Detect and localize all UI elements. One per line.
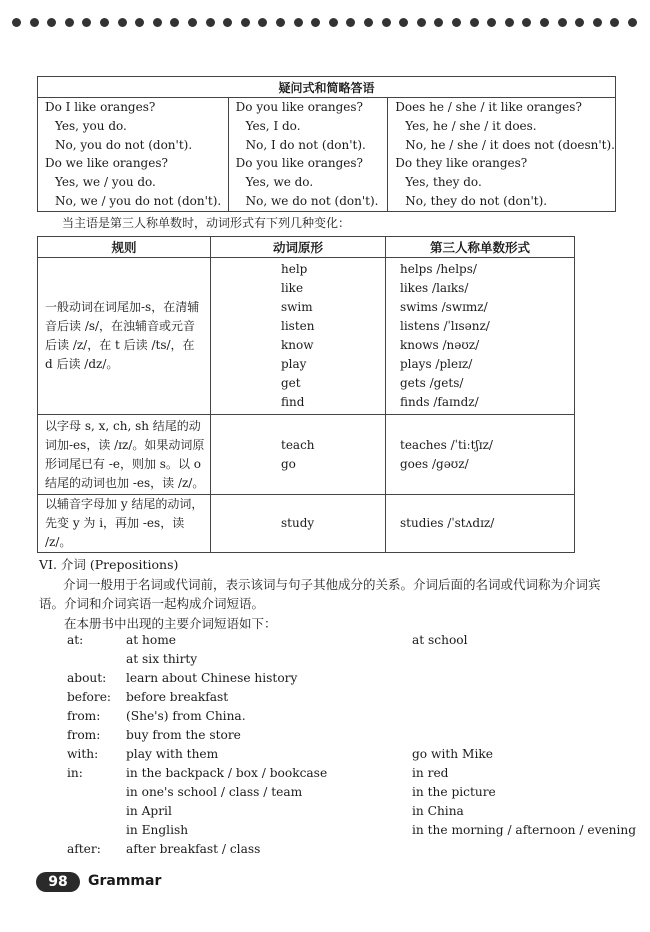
border-dot	[593, 18, 602, 27]
phrase-example: in English	[126, 823, 189, 837]
answer-line: Yes, you do.	[55, 118, 127, 133]
verb-cell	[211, 258, 386, 415]
answer-line: No, you do not (don't).	[55, 137, 193, 152]
question-forms-table	[37, 76, 616, 212]
verb-base: find	[281, 395, 305, 409]
border-dot	[470, 18, 479, 27]
verb-third-person: studies /ˈstʌdɪz/	[400, 516, 495, 530]
border-dot	[522, 18, 531, 27]
border-dot	[118, 18, 127, 27]
table-cell-col2	[228, 98, 388, 212]
border-dot	[399, 18, 408, 27]
border-dot	[188, 18, 197, 27]
phrase-example: buy from the store	[126, 728, 241, 742]
verb-cell	[211, 495, 386, 553]
phrase-example: in one's school / class / team	[126, 785, 303, 799]
column-header-base-form: 动词原形	[211, 237, 386, 258]
page-number: 98	[36, 872, 80, 892]
question-line: Do I like oranges?	[45, 100, 156, 114]
border-dot	[135, 18, 144, 27]
preposition-label: at:	[67, 633, 84, 647]
decorative-dot-border	[12, 18, 648, 30]
verb-third-person: gets /gets/	[400, 376, 464, 390]
border-dot	[329, 18, 338, 27]
answer-line: Yes, he / she / it does.	[405, 118, 537, 133]
border-dot	[12, 18, 21, 27]
table-cell-col1	[38, 98, 229, 212]
section-intro: 在本册书中出现的主要介词短语如下：	[64, 616, 277, 631]
border-dot	[575, 18, 584, 27]
verb-base: know	[281, 338, 314, 352]
border-dot	[311, 18, 320, 27]
phrase-example: learn about Chinese history	[126, 671, 298, 685]
answer-line: Yes, they do.	[405, 175, 482, 190]
rule-cell: 一般动词在词尾加-s，在清辅音后读 /s/，在浊辅音或元音后读 /z/，在 t 后读 /ts/，在 d 后读 /dz/。	[38, 258, 211, 415]
border-dot	[628, 18, 637, 27]
question-line: Do you like oranges?	[235, 100, 363, 114]
phrase-example: at home	[126, 633, 176, 647]
column-header-third-person-form: 第三人称单数形式	[386, 237, 575, 258]
border-dot	[434, 18, 443, 27]
border-dot	[452, 18, 461, 27]
phrase-example: in April	[126, 804, 172, 818]
border-dot	[382, 18, 391, 27]
question-line: Do you like oranges?	[235, 156, 363, 171]
answer-line: No, we / you do not (don't).	[55, 193, 222, 208]
form-cell	[386, 495, 575, 553]
phrase-example: (She's) from China.	[126, 709, 246, 723]
preposition-label: after:	[67, 842, 101, 856]
form-cell	[386, 258, 575, 415]
verb-cell	[211, 415, 386, 495]
verb-third-person: likes /laɪks/	[400, 281, 469, 295]
verb-third-person: helps /helps/	[400, 262, 477, 276]
preposition-label: in:	[67, 766, 83, 780]
answer-line: Yes, we do.	[245, 175, 314, 190]
phrase-example-alt: in red	[412, 766, 449, 780]
border-dot	[346, 18, 355, 27]
phrase-example: play with them	[126, 747, 219, 761]
verb-third-person: knows /nəʊz/	[400, 338, 480, 352]
border-dot	[100, 18, 109, 27]
border-dot	[206, 18, 215, 27]
border-dot	[364, 18, 373, 27]
border-dot	[610, 18, 619, 27]
verb-third-person: finds /faɪndz/	[400, 395, 479, 409]
border-dot	[241, 18, 250, 27]
verb-third-person: goes /gəʊz/	[400, 456, 469, 471]
rule-cell: 以字母 s, x, ch, sh 结尾的动词加-es，读 /ɪz/。如果动词原形词尾已有 -e，则加 s。以 o 结尾的动词也加 -es，读 /z/。	[38, 415, 211, 495]
verb-base: swim	[281, 300, 313, 314]
phrase-example: at six thirty	[126, 652, 198, 666]
border-dot	[294, 18, 303, 27]
border-dot	[153, 18, 162, 27]
phrase-example-alt: go with Mike	[412, 747, 493, 761]
verb-base: get	[281, 376, 301, 390]
section-title: VI. 介词 (Prepositions)	[39, 557, 179, 572]
border-dot	[540, 18, 549, 27]
phrase-example-alt: in the morning / afternoon / evening	[412, 823, 637, 837]
phrase-example-alt: at school	[412, 633, 468, 647]
footer-label: Grammar	[88, 873, 162, 889]
preposition-label: about:	[67, 671, 107, 685]
verb-third-person: listens /ˈlɪsənz/	[400, 319, 490, 333]
form-cell	[386, 415, 575, 495]
question-line: Does he / she / it like oranges?	[395, 100, 582, 114]
verb-base: like	[281, 281, 304, 295]
phrase-example: after breakfast / class	[126, 842, 261, 856]
border-dot	[82, 18, 91, 27]
border-dot	[258, 18, 267, 27]
verb-base: play	[281, 357, 307, 371]
table-header: 疑问式和简略答语	[38, 77, 616, 98]
answer-line: No, they do not (don't).	[405, 193, 548, 208]
verb-base: study	[281, 516, 315, 530]
table-caption: 当主语是第三人称单数时，动词形式有下列几种变化：	[62, 216, 351, 230]
border-dot	[65, 18, 74, 27]
border-dot	[47, 18, 56, 27]
verb-base: listen	[281, 319, 315, 333]
verb-base: go	[281, 456, 296, 471]
preposition-label: with:	[67, 747, 99, 761]
preposition-label: from:	[67, 728, 101, 742]
border-dot	[487, 18, 496, 27]
border-dot	[223, 18, 232, 27]
border-dot	[30, 18, 39, 27]
section-paragraph: 介词一般用于名词或代词前，表示该词与句子其他成分的关系。介词后面的名词或代词称为介词宾语。介词和介词宾语一起构成介词短语。	[39, 577, 601, 611]
preposition-label: from:	[67, 709, 101, 723]
phrase-example: before breakfast	[126, 690, 229, 704]
phrase-example-alt: in the picture	[412, 785, 496, 799]
answer-line: No, I do not (don't).	[245, 137, 366, 152]
verb-third-person: teaches /ˈtiːtʃɪz/	[400, 437, 493, 452]
verb-third-person: plays /pleɪz/	[400, 357, 473, 371]
border-dot	[170, 18, 179, 27]
border-dot	[558, 18, 567, 27]
question-line: Do we like oranges?	[45, 156, 168, 171]
question-line: Do they like oranges?	[395, 156, 528, 171]
answer-line: Yes, I do.	[245, 118, 301, 133]
table-cell-col3	[388, 98, 616, 212]
phrase-example-alt: in China	[412, 804, 464, 818]
border-dot	[505, 18, 514, 27]
rule-cell: 以辅音字母加 y 结尾的动词，先变 y 为 i，再加 -es，读 /z/。	[38, 495, 211, 553]
answer-line: No, we do not (don't).	[245, 193, 379, 208]
verb-third-person: swims /swɪmz/	[400, 300, 488, 314]
verb-forms-table	[37, 236, 575, 553]
verb-base: help	[281, 262, 308, 276]
column-header-rule: 规则	[38, 237, 211, 258]
phrase-example: in the backpack / box / bookcase	[126, 766, 328, 780]
border-dot	[417, 18, 426, 27]
answer-line: Yes, we / you do.	[55, 175, 156, 190]
border-dot	[276, 18, 285, 27]
answer-line: No, he / she / it does not (doesn't).	[405, 137, 615, 152]
preposition-label: before:	[67, 690, 112, 704]
verb-base: teach	[281, 437, 315, 452]
